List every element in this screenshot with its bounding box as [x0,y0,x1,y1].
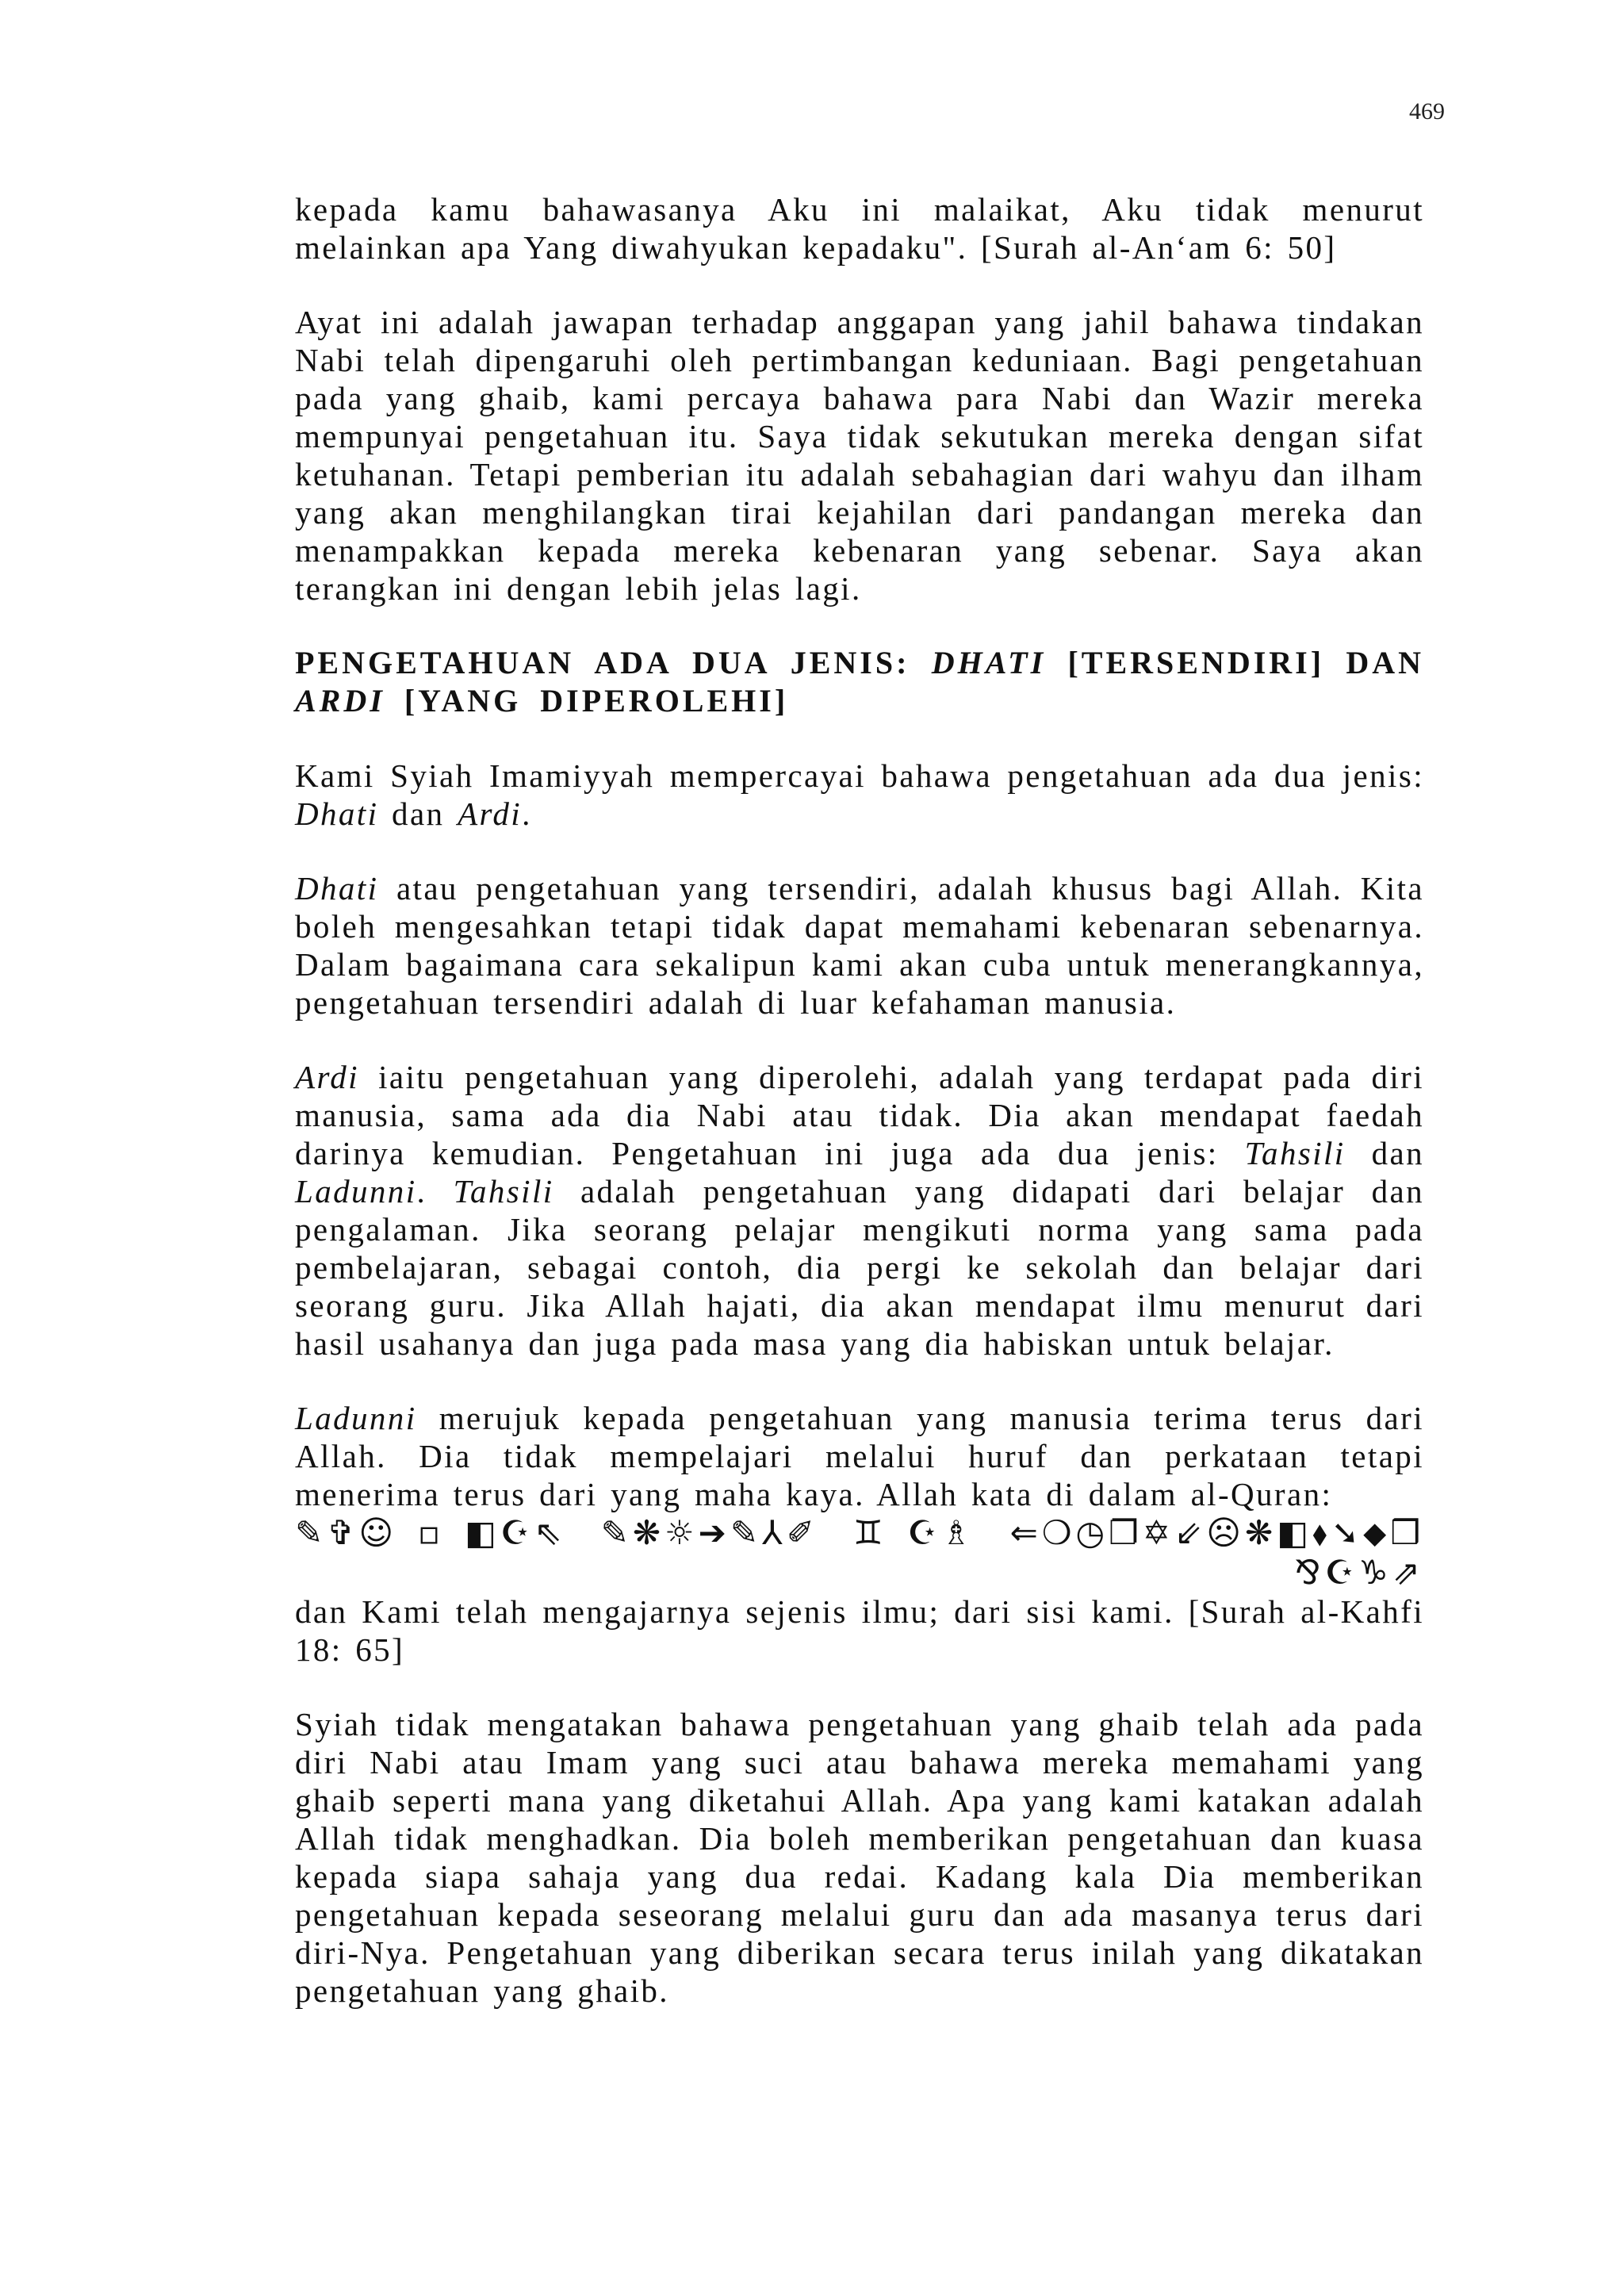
italic-term: Tahsili [453,1173,554,1209]
body-paragraph [295,869,1424,1022]
italic-term: DHATI [931,645,1047,680]
text-run: [TERSENDIRI] DAN [1046,645,1424,680]
text-run: dan [378,795,458,832]
text-run: Kami Syiah Imamiyyah mempercayai bahawa pengetahuan ada dua jenis: [295,757,1424,794]
italic-term: ARDI [295,683,385,719]
text-run: dan [1345,1135,1424,1171]
body-paragraph [295,190,1424,266]
text-run: [YANG DIPEROLEHI] [385,683,789,719]
text-run: adalah pengetahuan yang didapati dari belajar dan pengalaman. Jika seorang pelajar mengikuti norma yang sama pada pembelajaran, sebagai contoh, dia pergi ke sekolah dan belajar dari seorang guru. Jika Allah hajati, dia akan mendapat ilmu menurut dari hasil usahanya dan juga pada masa yang dia habiskan untuk belajar. [295,1173,1424,1362]
italic-term: Dhati [295,870,379,907]
italic-term: Ladunni [295,1400,417,1436]
quran-verse-line2: ⅋☪♑⇗ [1294,1553,1424,1592]
text-run: . [416,1173,454,1209]
page-number: 469 [1409,98,1445,125]
italic-term: Tahsili [1244,1135,1346,1171]
body-paragraph [295,1058,1424,1363]
quran-verse-arabic [295,1513,1424,1593]
body-paragraph [295,1593,1424,1669]
text-run: Syiah tidak mengatakan bahawa pengetahuan yang ghaib telah ada pada diri Nabi atau Imam yang suci atau bahawa mereka memahami yang ghaib seperti mana yang diketahui Allah. Apa yang kami katakan adalah Allah tidak menghadkan. Dia boleh memberikan pengetahuan dan kuasa kepada siapa sahaja yang dua redai. Kadang kala Dia memberikan pengetahuan kepada seseorang melalui guru dan ada masanya terus dari diri-Nya. Pengetahuan yang diberikan secara terus inilah yang dikatakan pengetahuan yang ghaib. [295,1706,1424,2009]
body-paragraph [295,1705,1424,2010]
text-run: iaitu pengetahuan yang diperolehi, adalah yang terdapat pada diri manusia, sama ada dia Nabi atau tidak. Dia akan mendapat faedah darinya kemudian. Pengetahuan ini juga ada dua jenis: [295,1059,1424,1171]
text-run: atau pengetahuan yang tersendiri, adalah khusus bagi Allah. Kita boleh mengesahkan tetapi tidak dapat memahami kebenaran sebenarnya. Dalam bagaimana cara sekalipun kami akan cuba untuk menerangkannya, pengetahuan tersendiri adalah di luar kefahaman manusia. [295,870,1424,1021]
text-run: merujuk kepada pengetahuan yang manusia terima terus dari Allah. Dia tidak mempelajari melalui huruf dan perkataan tetapi menerima terus dari yang maha kaya. Allah kata di dalam al-Quran: [295,1400,1424,1512]
text-run: kepada kamu bahawasanya Aku ini malaikat, Aku tidak menurut melainkan apa Yang diwahyukan kepadaku". [Surah al-An‘am 6: 50] [295,191,1424,266]
italic-term: Dhati [295,795,379,832]
quran-verse-line1: ✎✞☺▫◧☪⇖ ✎❋☼➔✎⅄✐ ♊☪♗ ⇐❍◷❐✡⇙☹❋◧⬧➘⬥❒ [295,1513,1424,1552]
text-run: Ayat ini adalah jawapan terhadap anggapan yang jahil bahawa tindakan Nabi telah dipengaruhi oleh pertimbangan keduniaan. Bagi pengetahuan pada yang ghaib, kami percaya bahawa para Nabi dan Wazir mereka mempunyai pengetahuan itu. Saya tidak sekutukan mereka dengan sifat ketuhanan. Tetapi pemberian itu adalah sebahagian dari wahyu dan ilham yang akan menghilangkan tirai kejahilan dari pandangan mereka dan menampakkan kepada mereka kebenaran yang sebenar. Saya akan terangkan ini dengan lebih jelas lagi. [295,304,1424,607]
italic-term: Ladunni [295,1173,417,1209]
section-heading [295,644,1424,720]
text-run: PENGETAHUAN ADA DUA JENIS: [295,645,932,680]
text-run: dan Kami telah mengajarnya sejenis ilmu; dari sisi kami. [Surah al-Kahfi 18: 65] [295,1593,1424,1668]
page-content [295,190,1424,2046]
body-paragraph [295,757,1424,833]
italic-term: Ardi [295,1059,359,1095]
body-paragraph [295,1399,1424,1513]
italic-term: Ardi [458,795,523,832]
body-paragraph [295,303,1424,608]
text-run: . [522,795,532,832]
